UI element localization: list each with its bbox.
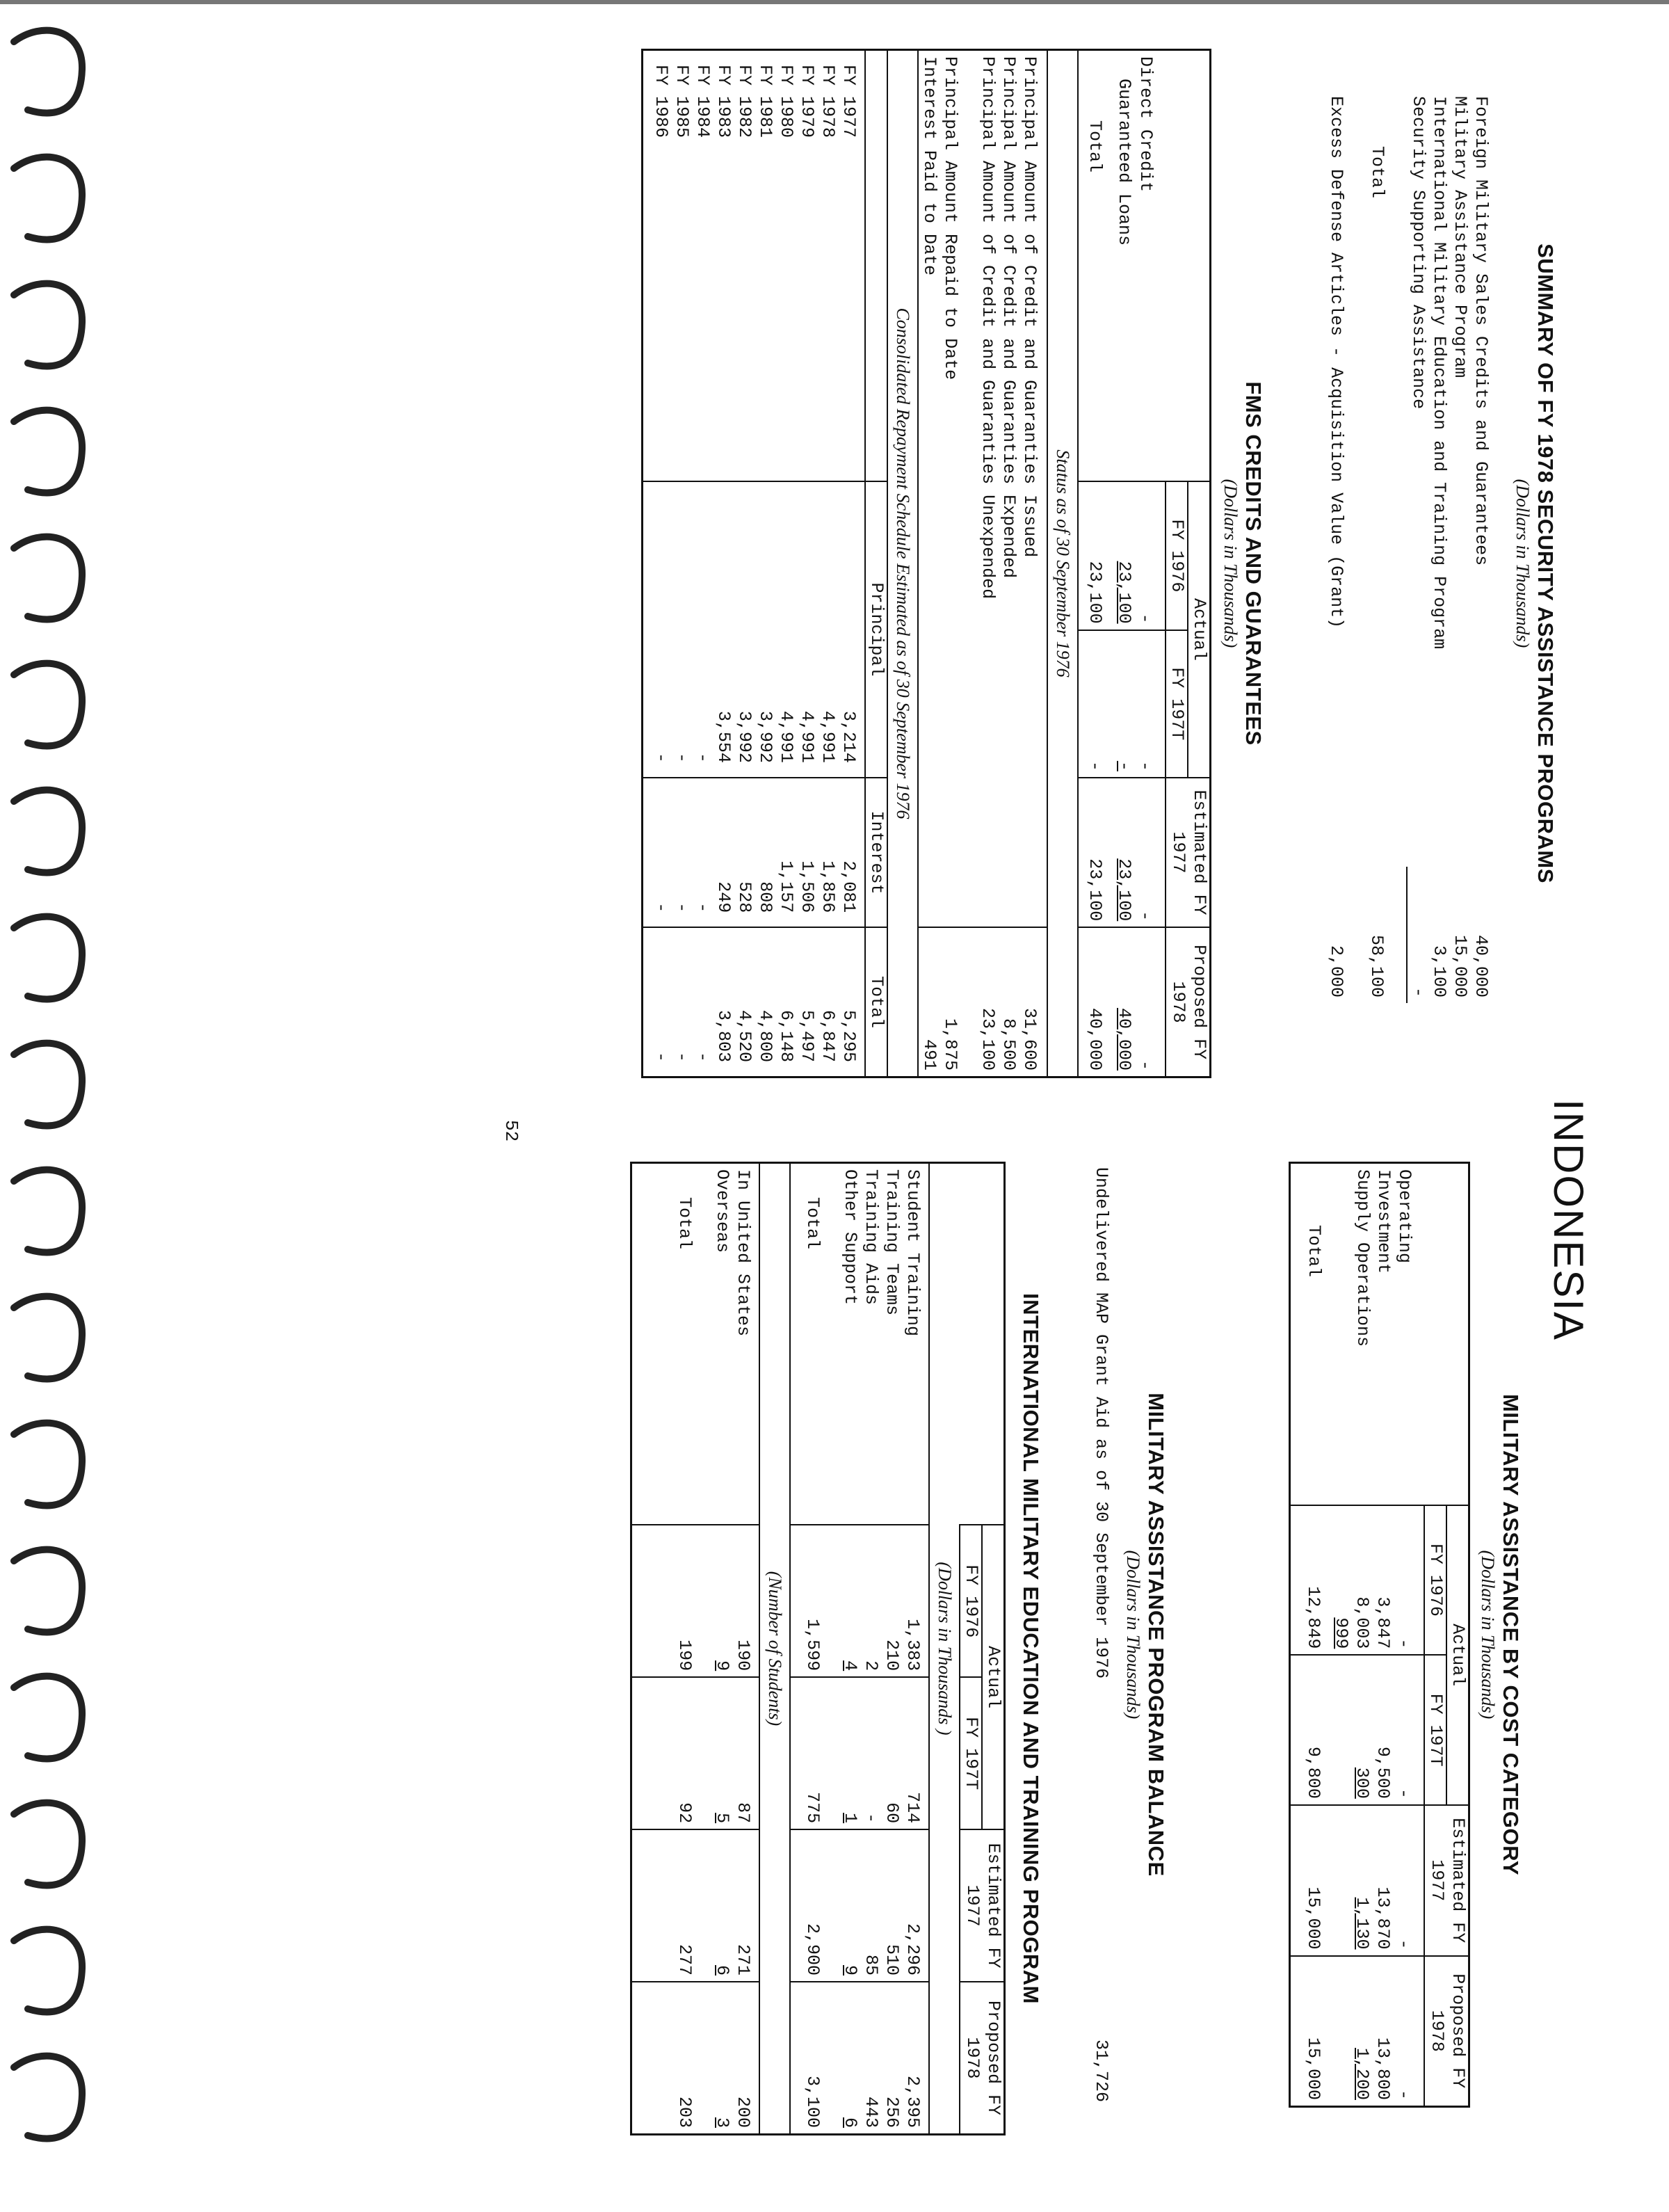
table-row (1428, 90, 1449, 1003)
imet-prop-col (790, 1982, 929, 2134)
table-row (1134, 50, 1166, 1077)
status-label: Principal Amount Repaid to Date (940, 56, 960, 380)
imet-cell: 2,296 (903, 1923, 923, 1976)
status-value: 1,875 (940, 1018, 960, 1071)
fms-section (501, 49, 1266, 1142)
imet-cell: 85 (861, 1955, 881, 1976)
repay-title: Consolidated Repayment Schedule Estimated as of 30 September 1976 (887, 50, 918, 1077)
imet-dollars-unit: (Dollars in Thousands ) (935, 1562, 955, 1736)
fms-table (641, 49, 1211, 1078)
table-row (929, 1163, 960, 2135)
binding-ring (14, 410, 82, 493)
binding-ring (14, 917, 82, 1000)
table-row (887, 50, 918, 1077)
page-number: 52 (501, 1120, 522, 1142)
repay-year: FY 1981 (755, 65, 775, 138)
imet-cell: 256 (882, 2096, 902, 2128)
table-row (790, 1163, 929, 2135)
binding-ring (14, 284, 82, 367)
imet-table (630, 1162, 1006, 2135)
table-row (918, 50, 1047, 1077)
repay-year: FY 1982 (734, 65, 755, 138)
repay-interest: - (651, 902, 671, 913)
repay-principal: 3,214 (839, 710, 859, 763)
table-row (1446, 1163, 1469, 2107)
imet-student-cell: 6 (712, 1965, 732, 1976)
fms-cell: 40,000 (1078, 927, 1113, 1077)
imet-col-est: Estimated FY 1977 (960, 1829, 1005, 1982)
summary-value: 15,000 (1450, 934, 1470, 997)
map-cell: 999 (1331, 1617, 1351, 1649)
repay-total: 6,148 (776, 1009, 796, 1062)
imet-students-unit: (Number of Students) (759, 1163, 790, 2135)
imet-cell: - (861, 1813, 881, 1824)
map-row-label: Investment (1373, 1169, 1394, 1274)
imet-student-cell: 190 (733, 1640, 753, 1672)
map-cell: 8,003 (1352, 1596, 1372, 1649)
summary-label: International Military Education and Training Program (1429, 96, 1449, 650)
summary-table (1325, 90, 1491, 1003)
repay-total: - (693, 1051, 713, 1062)
map-prop-col (1290, 1956, 1425, 2107)
imet-student-cell: 200 (733, 2096, 753, 2128)
table-row (1188, 50, 1211, 1077)
table-row (643, 50, 866, 1077)
map-cost-unit: (Dollars in Thousands) (1478, 1550, 1498, 1720)
map-cell: 1,130 (1352, 1897, 1372, 1950)
table-row (1407, 90, 1428, 1003)
fms-cell: - (1134, 778, 1166, 927)
imet-student-fy1976-col (631, 1525, 760, 1677)
imet-total-cell: 2,900 (803, 1923, 823, 1976)
map-fy197t-col (1290, 1655, 1425, 1805)
repay-total: 5,295 (839, 1009, 859, 1062)
eda-label: Excess Defense Articles - Acquisition Value (Grant) (1326, 96, 1346, 629)
repay-interest: 249 (713, 881, 734, 913)
binding-ring (14, 31, 82, 113)
imet-student-fy197t-col (631, 1677, 760, 1829)
binding-ring (14, 537, 82, 620)
fms-col-est: Estimated FY 1977 (1166, 778, 1211, 927)
repay-principal: 3,992 (734, 710, 755, 763)
fms-col-fy1976: FY 1976 (1166, 481, 1188, 630)
table-row (1078, 50, 1113, 1077)
map-cell: 300 (1352, 1767, 1372, 1799)
table-row (1290, 1163, 1425, 2107)
status-value: 8,500 (999, 1018, 1019, 1071)
map-balance-label: Undelivered MAP Grant Aid as of 30 September 1976 (1091, 1167, 1111, 1679)
fms-cell: 23,100 (1078, 778, 1113, 927)
imet-total-cell: 3,100 (803, 2075, 823, 2128)
map-cell: 1,200 (1352, 2047, 1372, 2100)
imet-cell: 510 (882, 1944, 902, 1976)
imet-student-label: Overseas (712, 1169, 732, 1253)
table-row (1470, 90, 1491, 1003)
map-actual-header: Actual (1446, 1505, 1469, 1805)
imet-cell: 4 (840, 1660, 860, 1672)
imet-cell: 714 (903, 1792, 923, 1824)
map-cell: 9,500 (1373, 1746, 1393, 1799)
repay-principal: 3,992 (755, 710, 775, 763)
map-total-cell: 12,849 (1303, 1586, 1323, 1649)
fms-row-label: Guaranteed Loans (1114, 79, 1134, 246)
summary-label: Military Assistance Program (1450, 96, 1470, 378)
binding-ring (14, 1423, 82, 1506)
binding-ring (14, 1930, 82, 2012)
imet-student-total-cell: 277 (675, 1944, 695, 1976)
map-col-prop: Proposed FY 1978 (1424, 1956, 1469, 2107)
imet-total-label: Total (803, 1197, 823, 1250)
repay-total: 5,497 (797, 1009, 817, 1062)
fms-status-spacer (918, 778, 1047, 927)
summary-value: 40,000 (1471, 934, 1491, 997)
imet-cell: 1 (840, 1813, 860, 1824)
repay-principal: 4,991 (776, 710, 796, 763)
repay-principal: - (693, 752, 713, 763)
imet-student-est-col (631, 1829, 760, 1982)
table-row (1047, 50, 1078, 1077)
repay-total: 6,847 (818, 1009, 838, 1062)
repay-total-col (643, 927, 866, 1077)
table-row (759, 1163, 790, 2135)
table-row (631, 1163, 760, 2135)
fms-status-values (918, 927, 1047, 1077)
imet-student-cell: 9 (712, 1660, 732, 1672)
repay-year: FY 1985 (672, 65, 692, 138)
fms-title: FMS CREDITS AND GUARANTEES (1241, 381, 1266, 746)
repay-total: - (672, 1051, 692, 1062)
imet-cell: 2,395 (903, 2075, 923, 2128)
repay-years (643, 50, 866, 482)
imet-cell: 60 (882, 1802, 902, 1824)
map-total-cell: 9,800 (1303, 1746, 1323, 1799)
summary-total-label: Total (1367, 146, 1387, 199)
status-value: 23,100 (978, 1007, 998, 1071)
table-row (1325, 90, 1366, 1003)
map-cost-title: MILITARY ASSISTANCE BY COST CATEGORY (1499, 1393, 1523, 1875)
map-cell: - (1394, 1788, 1414, 1799)
imet-cell: 6 (840, 2117, 860, 2128)
map-balance-value: 31,726 (1091, 2039, 1111, 2102)
imet-col-fy197t: FY 197T (960, 1677, 982, 1829)
repay-year-header (865, 50, 887, 482)
summary-total-value: 58,100 (1366, 934, 1387, 997)
repay-year: FY 1979 (797, 65, 817, 138)
summary-title: SUMMARY OF FY 1978 SECURITY ASSISTANCE PROGRAMS (1533, 243, 1558, 883)
summary-label: Security Supporting Assistance (1408, 96, 1428, 410)
repay-year: FY 1980 (776, 65, 796, 138)
imet-fy197t-col (790, 1677, 929, 1829)
repay-interest: - (693, 902, 713, 913)
status-value: 31,600 (1019, 1007, 1040, 1071)
binding-ring (14, 790, 82, 873)
fms-total-label: Total (1085, 120, 1105, 173)
map-labels (1290, 1163, 1425, 1505)
imet-student-total-cell: 92 (675, 1802, 695, 1824)
page-top-edge (0, 0, 1669, 4)
imet-row-label: Other Support (840, 1169, 860, 1306)
imet-student-total-label: Total (675, 1197, 695, 1250)
imet-cell: 443 (861, 2096, 881, 2128)
fms-cell: - (1078, 630, 1113, 778)
map-cell: 3,847 (1373, 1596, 1393, 1649)
imet-student-label: In United States (733, 1169, 753, 1337)
repay-year: FY 1983 (713, 65, 734, 138)
repay-interest: 808 (755, 881, 775, 913)
fms-status-title: Status as of 30 September 1976 (1047, 50, 1078, 1077)
map-fy1976-col (1290, 1505, 1425, 1656)
map-cost-section (1289, 1162, 1523, 2108)
map-row-label: Supply Operations (1353, 1169, 1373, 1347)
repay-interest: 1,856 (818, 860, 838, 913)
repay-year: FY 1986 (651, 65, 671, 138)
imet-student-cell: 5 (712, 1813, 732, 1824)
binding-ring (14, 2056, 82, 2139)
imet-row-label: Student Training (903, 1169, 923, 1337)
map-cell: - (1394, 1939, 1414, 1950)
binding-ring (14, 1043, 82, 1126)
binding-ring (14, 1170, 82, 1253)
imet-cell: 9 (840, 1965, 860, 1976)
imet-student-total-cell: 199 (675, 1640, 695, 1672)
status-label: Principal Amount of Credit and Guaranties Expended (999, 56, 1019, 579)
repay-total: - (651, 1051, 671, 1062)
map-total-cell: 15,000 (1303, 2037, 1323, 2100)
fms-unit: (Dollars in Thousands) (1220, 479, 1241, 648)
imet-cell: 2 (861, 1660, 881, 1672)
repay-interest-col (643, 778, 866, 927)
map-cost-table (1289, 1162, 1470, 2108)
imet-col-prop: Proposed FY 1978 (960, 1982, 1005, 2134)
fms-cell: 23,100 (1113, 778, 1134, 927)
imet-total-cell: 775 (803, 1792, 823, 1824)
fms-col-prop: Proposed FY 1978 (1166, 927, 1211, 1077)
map-col-fy1976: FY 1976 (1424, 1505, 1446, 1656)
imet-section (630, 1162, 1043, 2135)
imet-total-cell: 1,599 (803, 1619, 823, 1672)
map-est-col (1290, 1805, 1425, 1956)
summary-value: 3,100 (1429, 945, 1449, 997)
repay-interest: - (672, 902, 692, 913)
map-balance-table (1090, 1162, 1111, 2108)
map-col-fy197t: FY 197T (1424, 1655, 1446, 1805)
binding-ring (14, 1803, 82, 1886)
table-row (1449, 90, 1470, 1003)
imet-student-cell: 3 (712, 2117, 732, 2128)
map-col-est: Estimated FY 1977 (1424, 1805, 1469, 1956)
fms-cell: 23,100 (1078, 481, 1113, 630)
map-total-cell: 15,000 (1303, 1886, 1323, 1950)
map-row-label: Operating (1394, 1169, 1414, 1264)
repay-col-principal: Principal (865, 481, 887, 778)
fms-cell: - (1113, 630, 1134, 778)
fms-cell: - (1134, 927, 1166, 1077)
repay-principal: - (672, 752, 692, 763)
imet-title: INTERNATIONAL MILITARY EDUCATION AND TRAINING PROGRAM (1019, 1293, 1043, 2004)
imet-est-col (790, 1829, 929, 1982)
fms-col-fy197t: FY 197T (1166, 630, 1188, 778)
repay-total: 4,800 (755, 1009, 775, 1062)
repay-principal: 4,991 (797, 710, 817, 763)
repay-total: 3,803 (713, 1009, 734, 1062)
summary-unit: (Dollars in Thousands) (1513, 479, 1533, 648)
status-label: Interest Paid to Date (919, 56, 940, 276)
repay-interest: 1,506 (797, 860, 817, 913)
map-total-label: Total (1304, 1225, 1324, 1278)
map-balance-section (1090, 1162, 1168, 2108)
map-cell: - (1394, 2089, 1414, 2100)
imet-row-label: Training Teams (882, 1169, 902, 1316)
binding-ring (14, 1550, 82, 1633)
status-label: Principal Amount of Credit and Guaranties Issued (1019, 56, 1040, 558)
binding-ring (14, 1676, 82, 1759)
table-row (982, 1163, 1005, 2135)
summary-section (1325, 49, 1558, 1078)
rotated-page (188, 21, 1599, 2177)
status-value: 491 (919, 1039, 940, 1071)
fms-cell: - (1134, 481, 1166, 630)
table-row (1366, 90, 1407, 1003)
spiral-binding (0, 0, 132, 2212)
summary-value: - (1407, 867, 1428, 1003)
fms-cell: 23,100 (1113, 481, 1134, 630)
imet-student-cell: 87 (733, 1802, 753, 1824)
table-row (1090, 1162, 1111, 2108)
repay-col-interest: Interest (865, 778, 887, 927)
repay-year: FY 1978 (818, 65, 838, 138)
fms-cell: 40,000 (1113, 927, 1134, 1077)
repay-principal-col (643, 481, 866, 778)
imet-cell: 210 (882, 1640, 902, 1672)
repay-principal: 4,991 (818, 710, 838, 763)
table-row (1113, 50, 1134, 1077)
binding-ring (14, 1297, 82, 1379)
repay-year: FY 1984 (693, 65, 713, 138)
map-balance-unit: (Dollars in Thousands) (1123, 1550, 1143, 1720)
summary-label: Foreign Military Sales Credits and Guarantees (1471, 96, 1491, 566)
imet-labels (790, 1163, 929, 1525)
eda-value: 2,000 (1326, 945, 1346, 997)
map-cell: 13,800 (1373, 2037, 1393, 2100)
repay-year: FY 1977 (839, 65, 859, 138)
repay-interest: 528 (734, 881, 755, 913)
repay-col-total: Total (865, 927, 887, 1077)
imet-student-prop-col (631, 1982, 760, 2134)
repay-principal: - (651, 752, 671, 763)
repay-principal: 3,554 (713, 710, 734, 763)
repay-interest: 1,157 (776, 860, 796, 913)
table-row (865, 50, 887, 1077)
status-label: Principal Amount of Credit and Guaranties Unexpended (978, 56, 998, 600)
map-cell: - (1394, 1638, 1414, 1649)
fms-status-labels (918, 50, 1047, 778)
imet-actual-header: Actual (982, 1525, 1005, 1829)
imet-student-cell: 271 (733, 1944, 753, 1976)
imet-student-labels (631, 1163, 760, 1525)
repay-interest: 2,081 (839, 860, 859, 913)
fms-actual-header: Actual (1188, 481, 1211, 778)
imet-row-label: Training Aids (861, 1169, 881, 1306)
imet-fy1976-col (790, 1525, 929, 1677)
repay-total: 4,520 (734, 1009, 755, 1062)
binding-ring (14, 664, 82, 746)
imet-col-fy1976: FY 1976 (960, 1525, 982, 1677)
imet-cell: 1,383 (903, 1619, 923, 1672)
map-balance-title: MILITARY ASSISTANCE PROGRAM BALANCE (1144, 1393, 1168, 1877)
imet-student-total-cell: 203 (675, 2096, 695, 2128)
country-title: INDONESIA (1545, 1099, 1592, 1342)
fms-cell: - (1134, 630, 1166, 778)
binding-ring (14, 157, 82, 240)
fms-row-label: Direct Credit (1136, 56, 1156, 193)
map-cell: 13,870 (1373, 1886, 1393, 1950)
